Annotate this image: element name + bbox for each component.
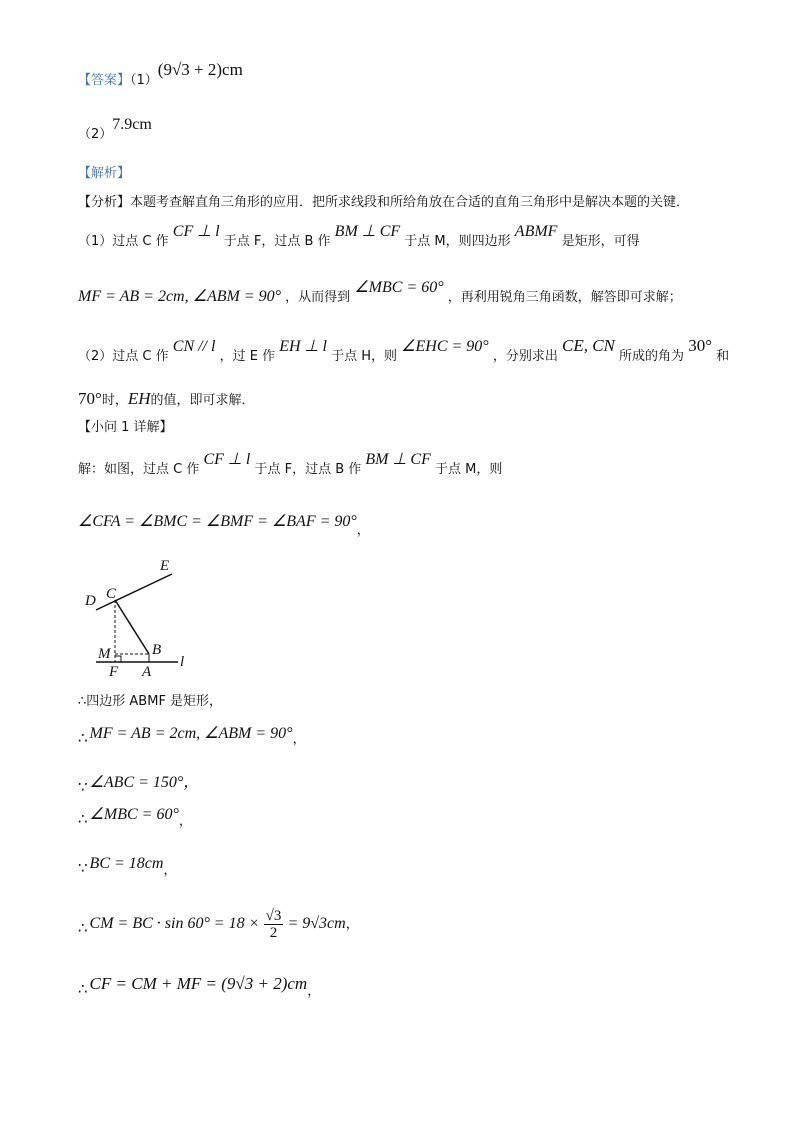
p2-math-1: CN // l — [172, 338, 216, 355]
right-angle-mark — [115, 656, 121, 662]
step6-denominator: 2 — [269, 925, 278, 941]
p2-text-c: 于点 H，则 — [331, 349, 397, 364]
p2-math-4: CE, CN — [561, 336, 615, 355]
step1-symbol: ∴ — [78, 694, 87, 709]
answer-part1-label: （1） — [130, 73, 158, 88]
detail-heading — [78, 419, 173, 437]
detail-eq-1 — [78, 513, 370, 538]
step7-comma: ， — [307, 984, 321, 999]
p2-text-e: 所成的角为 — [619, 349, 685, 364]
label-m: M — [98, 646, 111, 662]
step6-fraction — [264, 908, 284, 941]
segment-cb — [115, 600, 149, 654]
p2-math-3: ∠EHC = 90° — [401, 338, 489, 355]
analysis-tag: 【解析】 — [78, 166, 131, 181]
label-a: A — [142, 664, 152, 680]
p1-text-e: ，从而得到 — [285, 290, 351, 305]
step-1 — [78, 693, 222, 711]
step6-rhs: = 9√3cm — [287, 915, 346, 932]
step7-symbol: ∴ — [78, 980, 88, 998]
p1-text-b: 于点 F，过点 B 作 — [223, 234, 331, 249]
step4-symbol: ∴ — [78, 810, 88, 828]
label-b: B — [152, 642, 162, 658]
geometry-figure — [78, 552, 198, 682]
p2-text-h: 的值，即可求解． — [150, 393, 255, 408]
p1-math-3: ABMF — [514, 223, 558, 240]
answer-line-2 — [78, 116, 152, 144]
fenxi-tag: 【分析】 — [78, 195, 131, 210]
p1-math-5: ∠MBC = 60° — [354, 279, 444, 296]
p2-math-2: EH ⊥ l — [279, 338, 327, 355]
fenxi-text: 本题考查解直角三角形的应用．把所求线段和所给角放在合适的直角三角形中是解决本题的关键． — [130, 195, 690, 210]
step6-numerator: √3 — [265, 908, 282, 924]
p2-math-5: 30° — [688, 336, 712, 355]
step5-math: BC = 18cm — [89, 855, 164, 872]
step5-symbol: ∵ — [78, 859, 88, 877]
p1-line-1 — [78, 223, 640, 251]
answer-part1-expr: (9√3 + 2)cm — [157, 60, 243, 79]
step6-symbol: ∴ — [78, 919, 88, 937]
label-f: F — [109, 664, 119, 680]
answer-tag: 【答案】 — [78, 73, 131, 88]
answer-part2-label: （2） — [78, 127, 113, 142]
p2-text-a: （2）过点 C 作 — [78, 349, 169, 364]
fenxi-line — [78, 194, 689, 212]
p2-text-b: ，过 E 作 — [219, 349, 276, 364]
step-3 — [78, 773, 200, 796]
p1-math-2: BM ⊥ CF — [334, 223, 401, 240]
p1-line-2 — [78, 279, 682, 307]
step4-comma: ， — [178, 814, 192, 829]
detail-math-1: CF ⊥ l — [203, 451, 251, 468]
p1-text-f: ，再利用锐角三角函数，解答即可求解； — [447, 290, 682, 305]
detail-equation-1: ∠CFA = ∠BMC = ∠BMF = ∠BAF = 90° — [78, 513, 357, 530]
p2-text-f: 和 — [716, 349, 730, 364]
p2-line-2 — [78, 390, 255, 410]
p2-math-6: 70° — [78, 389, 102, 408]
step2-symbol: ∴ — [78, 729, 88, 747]
step-6 — [78, 905, 359, 943]
step2-comma: ， — [292, 732, 306, 747]
step2-math: MF = AB = 2cm, ∠ABM = 90° — [89, 725, 293, 742]
p1-math-1: CF ⊥ l — [172, 223, 220, 240]
p2-math-7: EH — [127, 389, 151, 408]
detail-tag: 【小问 1 详解】 — [78, 420, 173, 435]
detail-line-1 — [78, 451, 503, 479]
step-5 — [78, 854, 177, 878]
step5-comma: ， — [163, 863, 177, 878]
p1-math-4: MF = AB = 2cm, ∠ABM = 90° — [78, 288, 282, 305]
step4-math: ∠MBC = 60° — [89, 806, 179, 823]
label-c: C — [106, 586, 117, 602]
detail-text-a: 解：如图，过点 C 作 — [78, 462, 200, 477]
answer-line-1 — [78, 60, 243, 90]
step3-symbol: ∵ — [78, 778, 88, 796]
detail-text-b: 于点 F，过点 B 作 — [254, 462, 362, 477]
step6-comma: ， — [345, 917, 359, 932]
step-4 — [78, 805, 192, 829]
p1-text-c: 于点 M，则四边形 — [404, 234, 511, 249]
step1-text: 四边形 ABMF 是矩形， — [86, 694, 223, 709]
p2-text-d: ，分别求出 — [492, 349, 558, 364]
p1-text-d: 是矩形，可得 — [561, 234, 640, 249]
step3-math: ∠ABC = 150°， — [89, 774, 200, 791]
p2-text-g: 时， — [101, 393, 128, 408]
detail-math-2: BM ⊥ CF — [365, 451, 431, 468]
detail-eq1-comma: ， — [356, 523, 370, 538]
step6-lhs: CM = BC · sin 60° = 18 × — [89, 915, 260, 932]
label-d: D — [85, 593, 96, 609]
step-7 — [78, 974, 321, 999]
detail-text-c: 于点 M，则 — [435, 462, 503, 477]
answer-part2-expr: 7.9cm — [112, 116, 152, 133]
label-l: l — [180, 654, 185, 670]
analysis-heading — [78, 165, 130, 183]
label-e: E — [160, 558, 170, 574]
p1-text-a: （1）过点 C 作 — [78, 234, 169, 249]
step7-math: CF = CM + MF = (9√3 + 2)cm — [89, 974, 308, 993]
p2-line-1 — [78, 336, 730, 366]
step-2 — [78, 724, 306, 747]
